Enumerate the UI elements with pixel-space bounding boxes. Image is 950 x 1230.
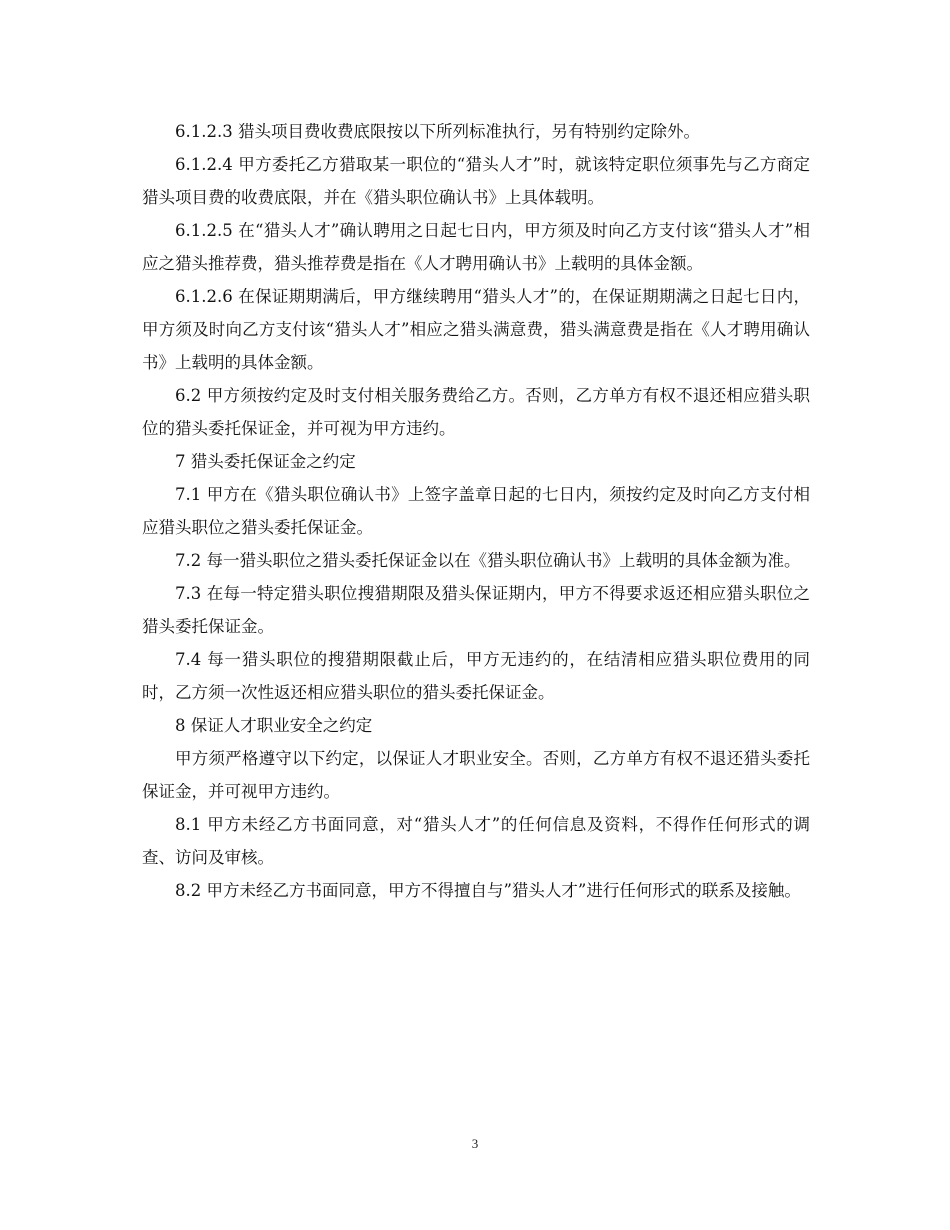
- document-body: [142, 115, 810, 907]
- clause-6-1-2-3: 6.1.2.3 猎头项目费收费底限按以下所列标准执行，另有特别约定除外。: [175, 122, 700, 141]
- clause-6-2: 6.2 甲方须按约定及时支付相关服务费给乙方。否则，乙方单方有权不退还相应猎头职位的猎头委托保证金，并可视为甲方违约。: [142, 386, 810, 438]
- clause-7-3: 7.3 在每一特定猎头职位搜猎期限及猎头保证期内，甲方不得要求返还相应猎头职位之猎头委托保证金。: [142, 584, 810, 636]
- clause-6-1-2-6: 6.1.2.6 在保证期期满后，甲方继续聘用“猎头人才”的，在保证期期满之日起七日内，甲方须及时向乙方支付该“猎头人才”相应之猎头满意费，猎头满意费是指在《人才聘用确认书》上载明的具体金额。: [142, 287, 810, 372]
- clause-6-1-2-4: 6.1.2.4 甲方委托乙方猎取某一职位的“猎头人才”时，就该特定职位须事先与乙方商定猎头项目费的收费底限，并在《猎头职位确认书》上具体载明。: [142, 155, 810, 207]
- clause-8-2: 8.2 甲方未经乙方书面同意，甲方不得擅自与”猎头人才”进行任何形式的联系及接触。: [175, 881, 801, 900]
- section-heading-8: 8 保证人才职业安全之约定: [175, 716, 373, 735]
- section-8-intro: 甲方须严格遵守以下约定，以保证人才职业安全。否则，乙方单方有权不退还猎头委托保证金，并可视甲方违约。: [142, 749, 810, 801]
- clause-7-2: 7.2 每一猎头职位之猎头委托保证金以在《猎头职位确认书》上载明的具体金额为准。: [175, 551, 801, 570]
- clause-6-1-2-5: 6.1.2.5 在“猎头人才”确认聘用之日起七日内，甲方须及时向乙方支付该“猎头人才”相应之猎头推荐费，猎头推荐费是指在《人才聘用确认书》上载明的具体金额。: [142, 221, 810, 273]
- clause-8-1: 8.1 甲方未经乙方书面同意，对“猎头人才”的任何信息及资料，不得作任何形式的调查、访问及审核。: [142, 815, 810, 867]
- section-heading-7: 7 猎头委托保证金之约定: [175, 452, 356, 471]
- clause-7-1: 7.1 甲方在《猎头职位确认书》上签字盖章日起的七日内，须按约定及时向乙方支付相应猎头职位之猎头委托保证金。: [142, 485, 810, 537]
- page-number: 3: [471, 1136, 479, 1151]
- clause-7-4: 7.4 每一猎头职位的搜猎期限截止后，甲方无违约的，在结清相应猎头职位费用的同时，乙方须一次性返还相应猎头职位的猎头委托保证金。: [142, 650, 810, 702]
